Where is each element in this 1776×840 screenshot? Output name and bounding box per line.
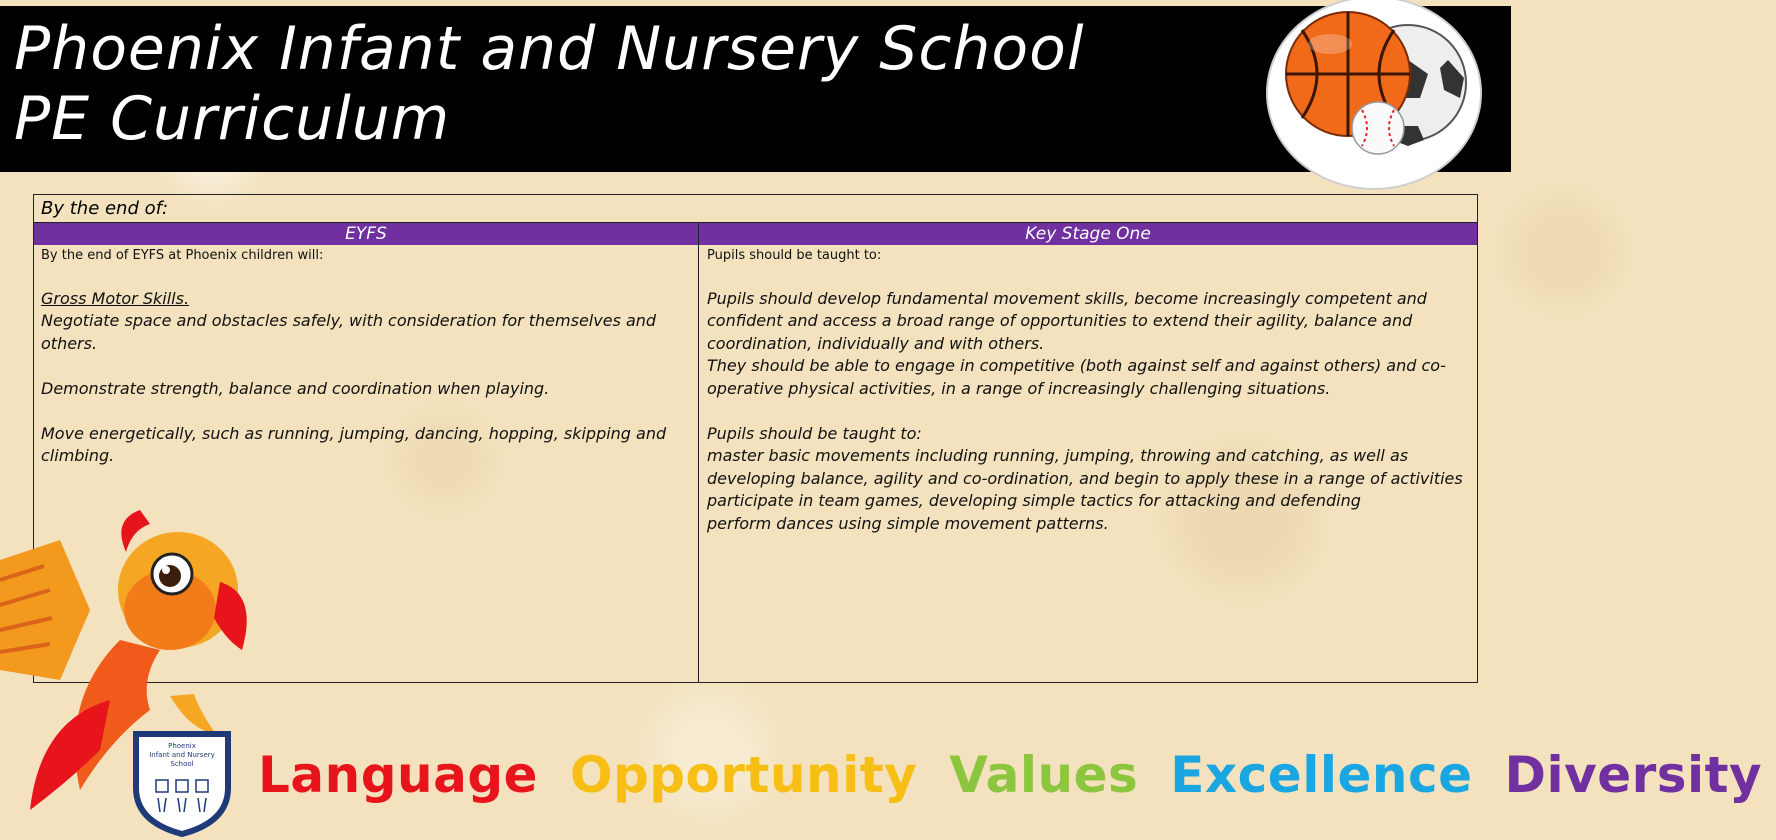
ks1-item: perform dances using simple movement patterns. [707, 513, 1109, 533]
table-header-row [34, 223, 1477, 245]
ks1-item: master basic movements including running, jumping, throwing and catching, as well as developing balance, agility and co-ordination, and begin to apply these in a range of activities [707, 446, 1463, 488]
column-header-key-stage-one: Key Stage One [1025, 224, 1151, 244]
value-language: Language [258, 746, 539, 804]
value-excellence: Excellence [1170, 746, 1473, 804]
table-caption: By the end of: [34, 195, 1477, 223]
ks1-paragraph: They should be able to engage in competitive (both against self and against others) and co-operative physical activities, in a range of increasingly challenging situations. [707, 356, 1446, 398]
crest-text-line: Phoenix [168, 742, 196, 750]
crest-text [144, 742, 220, 769]
eyfs-heading: Gross Motor Skills. [41, 288, 190, 308]
page-title-line-2: PE Curriculum [14, 84, 451, 154]
ks1-item: participate in team games, developing simple tactics for attacking and defending [707, 491, 1361, 510]
ks1-lead: Pupils should be taught to: [707, 423, 922, 443]
crest-text-line: Infant and Nursery [149, 751, 215, 759]
eyfs-item: Move energetically, such as running, jumping, dancing, hopping, skipping and climbing. [41, 423, 667, 465]
sports-balls-icon [1266, 0, 1482, 190]
eyfs-intro: By the end of EYFS at Phoenix children will: [41, 248, 324, 263]
column-header-eyfs: EYFS [345, 224, 387, 244]
school-crest-icon [130, 728, 234, 836]
column-divider [698, 223, 699, 683]
eyfs-cell [41, 247, 691, 468]
value-opportunity: Opportunity [569, 746, 918, 804]
value-values: Values [949, 746, 1139, 804]
value-diversity: Diversity [1504, 746, 1763, 804]
crest-text-line: School [170, 760, 194, 768]
eyfs-item: Negotiate space and obstacles safely, with consideration for themselves and others. [41, 311, 657, 353]
ks1-paragraph: Pupils should develop fundamental movement skills, become increasingly competent and confident and access a broad range of opportunities to extend their agility, balance and coordination, individually and with others. [707, 288, 1427, 353]
page-title [14, 14, 1085, 154]
eyfs-item: Demonstrate strength, balance and coordination when playing. [41, 378, 550, 398]
school-values-banner [258, 740, 1776, 810]
ks1-intro: Pupils should be taught to: [707, 248, 882, 263]
key-stage-one-cell [707, 247, 1475, 535]
page-title-line-1: Phoenix Infant and Nursery School [14, 14, 1085, 84]
